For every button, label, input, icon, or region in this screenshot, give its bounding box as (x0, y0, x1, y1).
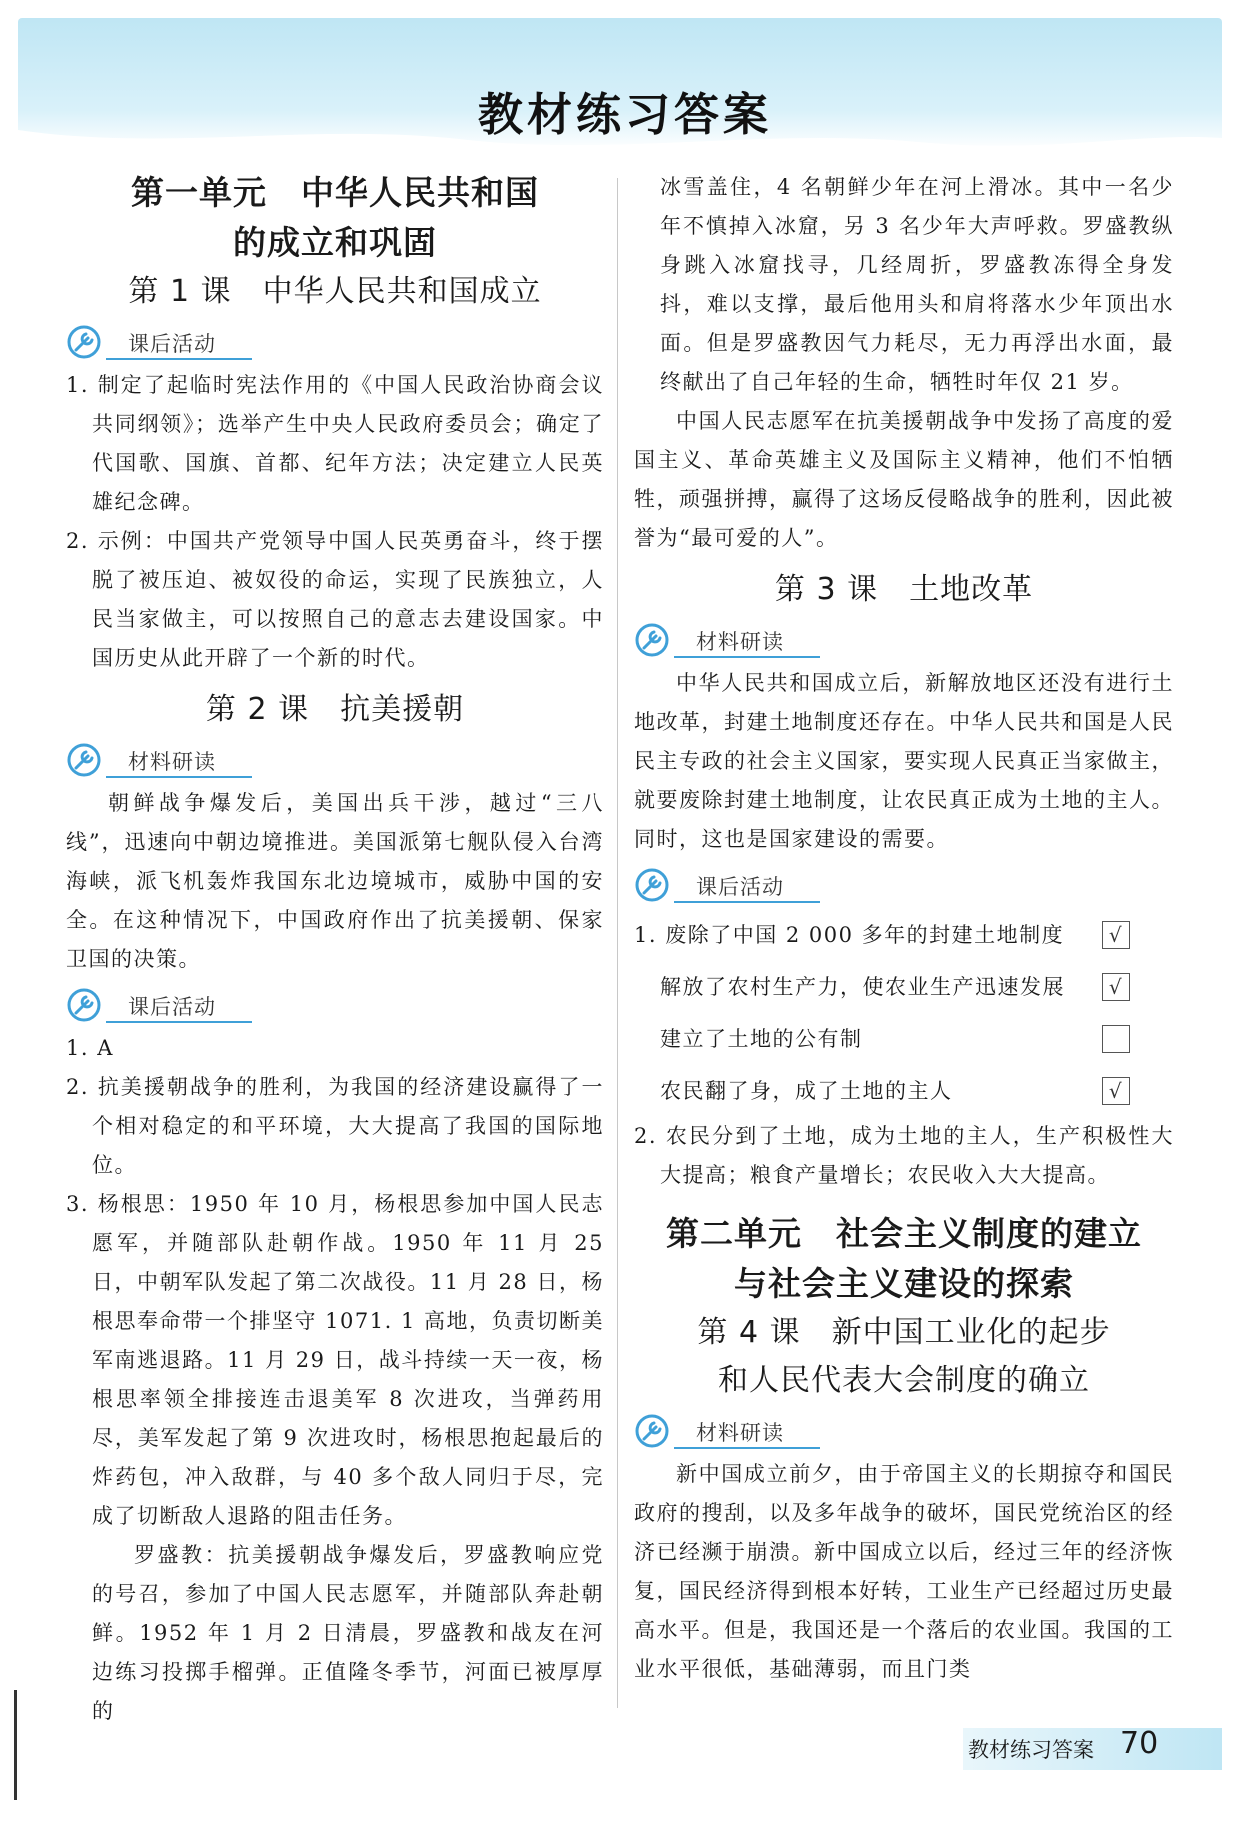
answer-continued: 冰雪盖住，4 名朝鲜少年在河上滑冰。其中一名少年不慎掉入冰窟，另 3 名少年大声呼救。罗盛教纵身跳入冰窟找寻，几经周折，罗盛教冻得全身发抖，难以支撑，最后他用头和肩将落水少年顶出水面。但是罗盛教因气力耗尽，无力再浮出水面，最终献出了自己年轻的生命，牺牲时年仅 21 岁。 (660, 175, 1174, 394)
answer-item: 2. 农民分到了土地，成为土地的主人，生产积极性大大提高；粮食产量增长；农民收入大大提高。 (634, 1124, 1174, 1187)
material-text: 朝鲜战争爆发后，美国出兵干涉，越过“三八线”，迅速向中朝边境推进。美国派第七舰队侵入台湾海峡，派飞机轰炸我国东北边境城市，威胁中国的安全。在这种情况下，中国政府作出了抗美援朝、保家卫国的决策。 (66, 791, 604, 971)
check-text: 1. 废除了中国 2 000 多年的封建土地制度 (634, 923, 1065, 947)
answer-item: 3. 杨根思：1950 年 10 月，杨根思参加中国人民志愿军，并随部队赴朝作战。1950 年 11 月 25 日，中朝军队发起了第二次战役。11 月 28 日，杨根思奉命带一个排坚守 1071. 1 高地，负责切断美军南逃退路。11 月 29 日，战斗持续一天一夜，杨根思率领全排接连击退美军 8 次进攻，当弹药用尽，美军发起了第 9 次进攻时，杨根思抱起最后的炸药包，冲入敌群，与 40 多个敌人同归于尽，完成了切断敌人退路的阻击任务。 (66, 1192, 605, 1528)
lesson4-title-line1: 第 4 课 新中国工业化的起步 (697, 1315, 1111, 1350)
lesson3-title: 第 3 课 土地改革 (774, 572, 1034, 607)
section-header (634, 620, 1174, 660)
check-row (634, 1065, 1174, 1117)
check-box: √ (1102, 1077, 1130, 1105)
section-header (634, 865, 1174, 905)
wrench-icon (66, 324, 102, 360)
answer-item: 1. 制定了起临时宪法作用的《中国人民政治协商会议共同纲领》；选举产生中央人民政府委员会；确定了代国歌、国旗、首都、纪年方法；决定建立人民英雄纪念碑。 (66, 373, 604, 514)
answer-item: 2. 抗美援朝战争的胜利，为我国的经济建设赢得了一个相对稳定的和平环境，大大提高了我国的国际地位。 (66, 1075, 604, 1177)
section-underline (674, 1447, 820, 1449)
wrench-icon (66, 987, 102, 1023)
section-underline (674, 656, 820, 658)
section-underline (106, 358, 252, 360)
lesson4-title-line2: 和人民代表大会制度的确立 (718, 1363, 1090, 1398)
right-column (634, 168, 1174, 1689)
section-label: 课后活动 (128, 332, 216, 356)
section-header (66, 740, 604, 780)
wrench-icon (634, 622, 670, 658)
section-underline (674, 901, 820, 903)
unit2-title-line2: 与社会主义建设的探索 (734, 1264, 1074, 1303)
page-number: 70 (1120, 1726, 1159, 1761)
check-box (1102, 1025, 1130, 1053)
check-box: √ (1102, 973, 1130, 1001)
check-text: 农民翻了身，成了土地的主人 (660, 1079, 953, 1103)
wrench-icon (634, 867, 670, 903)
answer-item: 2. 示例：中国共产党领导中国人民英勇奋斗，终于摆脱了被压迫、被奴役的命运，实现了民族独立，人民当家做主，可以按照自己的意志去建设国家。中国历史从此开辟了一个新的时代。 (66, 529, 604, 670)
section-header (66, 985, 604, 1025)
check-text: 解放了农村生产力，使农业生产迅速发展 (660, 975, 1065, 999)
section-header (66, 322, 604, 362)
section-underline (106, 1021, 252, 1023)
unit1-title-line1: 第一单元 中华人民共和国 (131, 173, 539, 212)
answer-paragraph: 中国人民志愿军在抗美援朝战争中发扬了高度的爱国主义、革命英雄主义及国际主义精神，他们不怕牺牲，顽强拼搏，赢得了这场反侵略战争的胜利，因此被誉为“最可爱的人”。 (634, 409, 1174, 550)
wrench-icon (634, 1413, 670, 1449)
lesson1-title: 第 1 课 中华人民共和国成立 (128, 274, 542, 309)
material-text: 新中国成立前夕，由于帝国主义的长期掠夺和国民政府的搜刮，以及多年战争的破坏，国民党统治区的经济已经濒于崩溃。新中国成立以后，经过三年的经济恢复，国民经济得到根本好转，工业生产已经超过历史最高水平。但是，我国还是一个落后的农业国。我国的工业水平很低，基础薄弱，而且门类 (634, 1462, 1174, 1681)
answer-item: 1. A (66, 1036, 114, 1060)
section-label: 材料研读 (696, 630, 784, 654)
lesson2-title: 第 2 课 抗美援朝 (205, 692, 465, 727)
page-edge-mark (14, 1690, 17, 1800)
section-label: 材料研读 (696, 1421, 784, 1445)
column-divider (617, 178, 618, 1708)
section-label: 材料研读 (128, 750, 216, 774)
left-column (66, 168, 604, 1731)
check-row (634, 1013, 1174, 1065)
section-underline (106, 776, 252, 778)
check-text: 建立了土地的公有制 (660, 1027, 863, 1051)
unit1-title-line2: 的成立和巩固 (233, 223, 437, 262)
section-label: 课后活动 (696, 875, 784, 899)
page-title: 教材练习答案 (477, 88, 772, 141)
check-row (634, 961, 1174, 1013)
material-text: 中华人民共和国成立后，新解放地区还没有进行土地改革，封建土地制度还存在。中华人民共和国是人民民主专政的社会主义国家，要实现人民真正当家做主，就要废除封建土地制度，让农民真正成为土地的主人。同时，这也是国家建设的需要。 (634, 671, 1174, 851)
check-row (634, 909, 1174, 961)
footer-label: 教材练习答案 (968, 1738, 1094, 1762)
section-header (634, 1411, 1174, 1451)
answer-item-paragraph: 罗盛教：抗美援朝战争爆发后，罗盛教响应党的号召，参加了中国人民志愿军，并随部队奔赴朝鲜。1952 年 1 月 2 日清晨，罗盛教和战友在河边练习投掷手榴弹。正值隆冬季节，河面已被厚厚的 (92, 1543, 604, 1723)
unit2-title-line1: 第二单元 社会主义制度的建立 (666, 1214, 1142, 1253)
check-box: √ (1102, 921, 1130, 949)
section-label: 课后活动 (128, 995, 216, 1019)
wrench-icon (66, 742, 102, 778)
